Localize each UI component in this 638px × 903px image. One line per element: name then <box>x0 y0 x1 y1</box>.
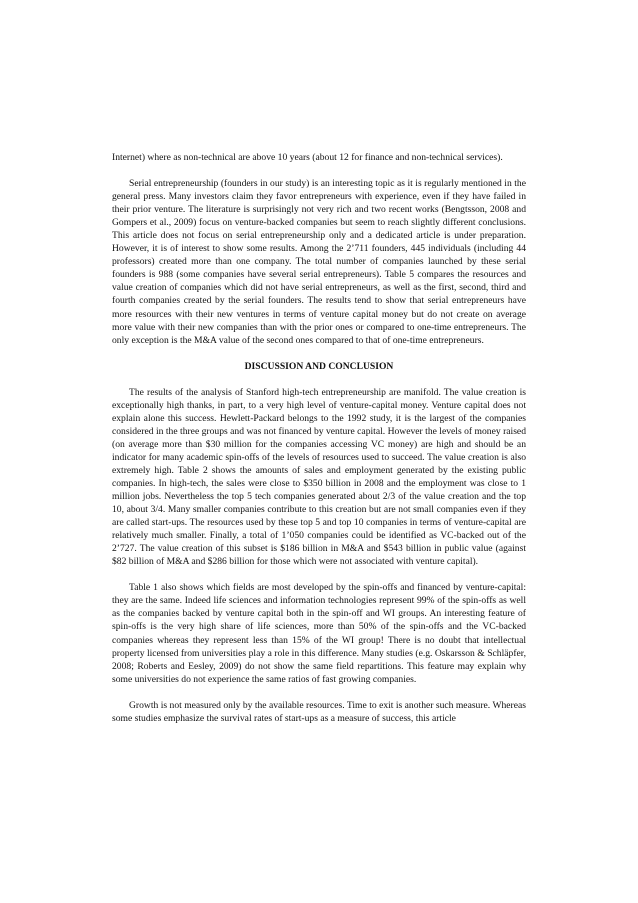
paragraph-serial-entrepreneurship: Serial entrepreneurship (founders in our study) is an interesting topic as it is regularly mentioned in the general press. Many investors claim they favor entrepreneurs with experience, even if they have failed in their prior venture. The literature is surprisingly not very rich and two recent works (Bengtsson, 2008 and Gompers et al., 2009) focus on venture-backed companies but seem to reach slightly different conclusions. This article does not focus on serial entrepreneurship only and a dedicated article is under preparation. However, it is of interest to show some results. Among the 2’711 founders, 445 individuals (including 44 professors) created more than one company. The total number of companies launched by these serial founders is 988 (some companies have several serial entrepreneurs). Table 5 compares the resources and value creation of companies which did not have serial entrepreneurs, as well as the first, second, third and fourth companies created by the serial founders. The results tend to show that serial entrepreneurs have more resources with their new ventures in terms of venture capital money but do not create on average more value with their new companies than with the prior ones or compared to one-time entrepreneurs. The only exception is the M&A value of the second ones compared to that of one-time entrepreneurs. <box>112 178 526 346</box>
paragraph-fields: Table 1 also shows which fields are most developed by the spin-offs and financed by venture-capital: they are the same. Indeed life sciences and information technologies represent 99% of the spin-offs as well as the companies backed by venture capital both in the spin-off and WI groups. An interesting feature of spin-offs is the very high share of life sciences, more than 50% of the spin-offs and the VC-backed companies whereas they represent less than 15% of the WI group! There is no doubt that intellectual property licensed from universities play a role in this difference. Many studies (e.g. Oskarsson & Schläpfer, 2008; Roberts and Eesley, 2009) do not show the same field repartitions. This feature may explain why some universities do not experience the same ratios of fast growing companies. <box>112 582 526 685</box>
paragraph-growth: Growth is not measured only by the available resources. Time to exit is another such measure. Whereas some studies emphasize the survival rates of start-ups as a measure of success, this article <box>112 699 526 724</box>
paragraph-results: The results of the analysis of Stanford high-tech entrepreneurship are manifold. The value creation is exceptionally high thanks, in part, to a very high level of venture-capital money. Venture capital does not explain alone this success. Hewlett-Packard belongs to the 1992 study, it is the largest of the companies considered in the three groups and was not financed by venture capital. However the levels of money raised (on average more than $30 million for the companies accessing VC money) are high and should be an indicator for many academic spin-offs of the levels of resources used to succeed. The value creation is also extremely high. Table 2 shows the amounts of sales and employment generated by the existing public companies. In high-tech, the sales were close to $350 billion in 2008 and the employment was close to 1 million jobs. Nevertheless the top 5 tech companies generated about 2/3 of the value creation and the top 10, about 3/4. Many smaller companies contribute to this creation but are not small companies even if they are called start-ups. The resources used by these top 5 and top 10 companies in terms of venture-capital are relatively much smaller. Finally, a total of 1’050 companies could be identified as VC-backed out of the 2’727. The value creation of this subset is $186 billion in M&A and $543 billion in public value (against $82 billion of M&A and $286 billion for those which were not associated with venture capital). <box>112 386 526 568</box>
section-heading: DISCUSSION AND CONCLUSION <box>244 360 394 372</box>
body-text <box>112 151 526 738</box>
paragraph-continuation: Internet) where as non-technical are above 10 years (about 12 for finance and non-technical services). <box>112 152 503 163</box>
